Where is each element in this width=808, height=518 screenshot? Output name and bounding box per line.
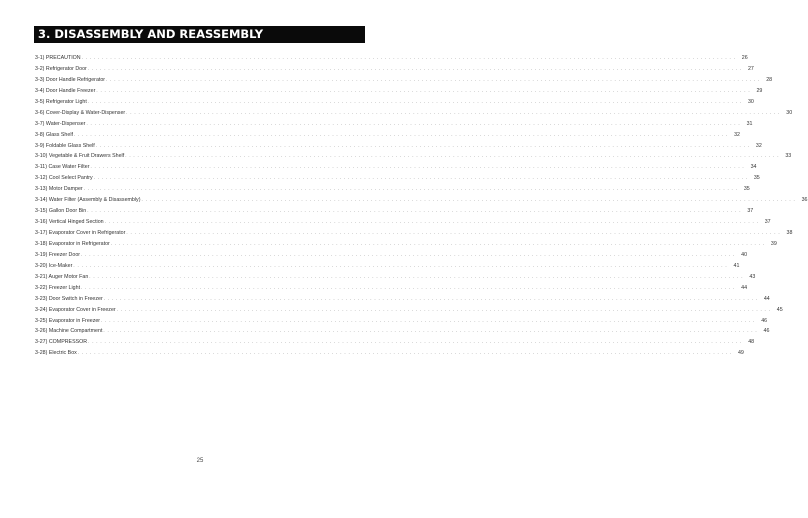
dot-leader: . . . . . . . . . . . . . . . . . . . . . . . . . . . . . . . . . . . . . . . . . . . . . . . . . . . . . . . . . . . . . . . . . . . . . . . . . . . . . . . . . . . . . . . . . . . . . . . . . . . . . . . . . . . . . . . . . . . . . . . . . . . . . . . . . . . . . . . . . . . . . . . . . . . . . . . . . . . . . . . .	[77, 350, 732, 356]
dot-leader: . . . . . . . . . . . . . . . . . . . . . . . . . . . . . . . . . . . . . . . . . . . . . . . . . . . . . . . . . . . . . . . . . . . . . . . . . . . . . . . . . . . . . . . . . . . . . . . . . . . . . . . . . . . . . . . . . . . . . . . . . . . . . . . . . . . . . . . . . . . . . . . . . . . . . . . . . . . . . . . .	[90, 164, 745, 170]
toc-entry	[35, 184, 750, 195]
toc-entry-page: 27	[747, 65, 754, 72]
toc-entry	[35, 217, 771, 228]
toc-entry-page: 31	[746, 120, 753, 127]
toc-entry-label: 3-12) Cool Select Pantry	[35, 175, 93, 182]
toc-entry-page: 30	[786, 109, 793, 116]
toc-entry-label: 3-3) Door Handle Refrigerator	[35, 76, 106, 83]
dot-leader: . . . . . . . . . . . . . . . . . . . . . . . . . . . . . . . . . . . . . . . . . . . . . . . . . . . . . . . . . . . . . . . . . . . . . . . . . . . . . . . . . . . . . . . . . . . . . . . . . . . . . . . . . . . . . . . . . . . . . . . . . . . . . . . . . . . . . . . . . . . . . . . . . . . . . . . . . . . . . . . .	[103, 328, 758, 334]
toc-entry	[35, 294, 770, 305]
toc-entry	[35, 305, 783, 316]
toc-entry-page: 33	[785, 153, 792, 160]
toc-entry-page: 39	[770, 240, 777, 247]
dot-leader: . . . . . . . . . . . . . . . . . . . . . . . . . . . . . . . . . . . . . . . . . . . . . . . . . . . . . . . . . . . . . . . . . . . . . . . . . . . . . . . . . . . . . . . . . . . . . . . . . . . . . . . . . . . . . . . . . . . . . . . . . . . . . . . . . . . . . . . . . . . . . . . . . . . . . . . . . . . . . . . .	[126, 109, 781, 115]
toc-entry	[35, 162, 757, 173]
toc-entry	[35, 173, 760, 184]
toc-entry-label: 3-18) Evaporator in Refrigerator	[35, 240, 110, 247]
toc-entry-page: 49	[737, 350, 744, 357]
dot-leader: . . . . . . . . . . . . . . . . . . . . . . . . . . . . . . . . . . . . . . . . . . . . . . . . . . . . . . . . . . . . . . . . . . . . . . . . . . . . . . . . . . . . . . . . . . . . . . . . . . . . . . . . . . . . . . . . . . . . . . . . . . . . . . . . . . . . . . . . . . . . . . . . . . . . . . . . . . . . . . . .	[73, 131, 729, 137]
toc-entry-label: 3-5) Refrigerator Light	[35, 98, 87, 105]
dot-leader: . . . . . . . . . . . . . . . . . . . . . . . . . . . . . . . . . . . . . . . . . . . . . . . . . . . . . . . . . . . . . . . . . . . . . . . . . . . . . . . . . . . . . . . . . . . . . . . . . . . . . . . . . . . . . . . . . . . . . . . . . . . . . . . . . . . . . . . . . . . . . . . . . . . . . . . . . . . . . . . .	[86, 120, 741, 126]
dot-leader: . . . . . . . . . . . . . . . . . . . . . . . . . . . . . . . . . . . . . . . . . . . . . . . . . . . . . . . . . . . . . . . . . . . . . . . . . . . . . . . . . . . . . . . . . . . . . . . . . . . . . . . . . . . . . . . . . . . . . . . . . . . . . . . . . . . . . . . . . . . . . . . . . . . . . . . . . . . . . . . .	[126, 230, 781, 235]
dot-leader: . . . . . . . . . . . . . . . . . . . . . . . . . . . . . . . . . . . . . . . . . . . . . . . . . . . . . . . . . . . . . . . . . . . . . . . . . . . . . . . . . . . . . . . . . . . . . . . . . . . . . . . . . . . . . . . . . . . . . . . . . . . . . . . . . . . . . . . . . . . . . . . . . . . . . . . . . . . . . . . .	[106, 76, 761, 82]
toc-entry	[35, 97, 754, 108]
toc-entry-page: 30	[747, 98, 754, 105]
toc-entry-label: 3-23) Door Switch in Freezer	[35, 295, 103, 302]
toc-entry-page: 35	[753, 175, 760, 182]
dot-leader: . . . . . . . . . . . . . . . . . . . . . . . . . . . . . . . . . . . . . . . . . . . . . . . . . . . . . . . . . . . . . . . . . . . . . . . . . . . . . . . . . . . . . . . . . . . . . . . . . . . . . . . . . . . . . . . . . . . . . . . . . . . . . . . . . . . . . . . . . . . . . . . . . . . . . . . . . . . . . . . .	[81, 284, 736, 290]
toc-entry-page: 43	[749, 273, 756, 280]
dot-leader: . . . . . . . . . . . . . . . . . . . . . . . . . . . . . . . . . . . . . . . . . . . . . . . . . . . . . . . . . . . . . . . . . . . . . . . . . . . . . . . . . . . . . . . . . . . . . . . . . . . . . . . . . . . . . . . . . . . . . . . . . . . . . . . . . . . . . . . . . . . . . . . . . . . . . . . . . . . . . . . .	[101, 317, 756, 323]
toc-entry	[35, 86, 763, 97]
toc-entry	[35, 53, 748, 64]
toc-entry-label: 3-7) Water-Dispenser	[35, 120, 86, 127]
toc-entry-page: 28	[766, 76, 773, 83]
toc-entry-label: 3-22) Freezer Light	[35, 284, 81, 291]
toc-entry-label: 3-14) Water Filter (Assembly & Disassembly)	[35, 197, 141, 204]
toc-entry	[35, 228, 793, 239]
toc-entry	[35, 141, 762, 152]
toc-entry-label: 3-9) Foldable Glass Shelf	[35, 142, 95, 149]
toc-entry-page: 36	[801, 197, 808, 204]
table-of-contents	[35, 53, 808, 359]
dot-leader: . . . . . . . . . . . . . . . . . . . . . . . . . . . . . . . . . . . . . . . . . . . . . . . . . . . . . . . . . . . . . . . . . . . . . . . . . . . . . . . . . . . . . . . . . . . . . . . . . . . . . . . . . . . . . . . . . . . . . . . . . . . . . . . . . . . . . . . . . . . . . . . . . . . . . . . . . . . . . . . .	[73, 262, 728, 268]
dot-leader: . . . . . . . . . . . . . . . . . . . . . . . . . . . . . . . . . . . . . . . . . . . . . . . . . . . . . . . . . . . . . . . . . . . . . . . . . . . . . . . . . . . . . . . . . . . . . . . . . . . . . . . . . . . . . . . . . . . . . . . . . . . . . . . . . . . . . . . . . . . . . . . . . . . . . . . . . . . . . . . .	[110, 240, 765, 246]
toc-entry	[35, 337, 755, 348]
toc-entry	[35, 75, 773, 86]
toc-entry	[35, 206, 754, 217]
toc-entry-page: 32	[755, 142, 762, 149]
toc-entry-label: 3-28) Electric Box	[35, 350, 77, 357]
toc-entry-label: 3-20) Ice-Maker	[35, 262, 73, 269]
dot-leader: . . . . . . . . . . . . . . . . . . . . . . . . . . . . . . . . . . . . . . . . . . . . . . . . . . . . . . . . . . . . . . . . . . . . . . . . . . . . . . . . . . . . . . . . . . . . . . . . . . . . . . . . . . . . . . . . . . . . . . . . . . . . . . . . . . . . . . . . . . . . . . . . . . . . . . . . . . . . . . . .	[116, 306, 771, 312]
toc-entry-label: 3-13) Motor Damper	[35, 186, 83, 193]
toc-entry	[35, 261, 740, 272]
dot-leader: . . . . . . . . . . . . . . . . . . . . . . . . . . . . . . . . . . . . . . . . . . . . . . . . . . . . . . . . . . . . . . . . . . . . . . . . . . . . . . . . . . . . . . . . . . . . . . . . . . . . . . . . . . . . . . . . . . . . . . . . . . . . . . . . . . . . . . . . . . . . . . . . . . . . . . . . . . . . . . . .	[125, 153, 780, 159]
toc-entry-page: 46	[761, 317, 768, 324]
toc-entry-page: 41	[733, 262, 740, 269]
dot-leader: . . . . . . . . . . . . . . . . . . . . . . . . . . . . . . . . . . . . . . . . . . . . . . . . . . . . . . . . . . . . . . . . . . . . . . . . . . . . . . . . . . . . . . . . . . . . . . . . . . . . . . . . . . . . . . . . . . . . . . . . . . . . . . . . . . . . . . . . . . . . . . . . . . . . . . . . . . . . . . . .	[81, 251, 736, 257]
dot-leader: . . . . . . . . . . . . . . . . . . . . . . . . . . . . . . . . . . . . . . . . . . . . . . . . . . . . . . . . . . . . . . . . . . . . . . . . . . . . . . . . . . . . . . . . . . . . . . . . . . . . . . . . . . . . . . . . . . . . . . . . . . . . . . . . . . . . . . . . . . . . . . . . . . . . . . . . . . . . . . . .	[87, 208, 742, 214]
toc-entry	[35, 108, 793, 119]
toc-entry-page: 46	[763, 328, 770, 335]
toc-entry	[35, 119, 753, 130]
toc-entry	[35, 64, 754, 75]
toc-entry-page: 32	[734, 131, 741, 138]
dot-leader: . . . . . . . . . . . . . . . . . . . . . . . . . . . . . . . . . . . . . . . . . . . . . . . . . . . . . . . . . . . . . . . . . . . . . . . . . . . . . . . . . . . . . . . . . . . . . . . . . . . . . . . . . . . . . . . . . . . . . . . . . . . . . . . . . . . . . . . . . . . . . . . . . . . . . . . . . . . . . . . .	[93, 175, 748, 181]
toc-entry-page: 40	[741, 251, 748, 258]
toc-entry-page: 48	[748, 339, 755, 346]
toc-entry-label: 3-4) Door Handle Freezer	[35, 87, 96, 94]
toc-entry-label: 3-1) PRECAUTION	[35, 55, 81, 61]
toc-entry-page: 35	[743, 186, 750, 193]
dot-leader: . . . . . . . . . . . . . . . . . . . . . . . . . . . . . . . . . . . . . . . . . . . . . . . . . . . . . . . . . . . . . . . . . . . . . . . . . . . . . . . . . . . . . . . . . . . . . . . . . . . . . . . . . . . . . . . . . . . . . . . . . . . . . . . . . . . . . . . . . . . . . . . . . . . . . . . . . . . . . . . .	[104, 219, 759, 225]
toc-entry-label: 3-11) Case Water Filter	[35, 164, 90, 171]
toc-entry-label: 3-10) Vegetable & Fruit Drawers Shelf	[35, 153, 125, 160]
toc-entry-label: 3-17) Evaporator Cover in Refrigerator	[35, 230, 126, 236]
dot-leader: . . . . . . . . . . . . . . . . . . . . . . . . . . . . . . . . . . . . . . . . . . . . . . . . . . . . . . . . . . . . . . . . . . . . . . . . . . . . . . . . . . . . . . . . . . . . . . . . . . . . . . . . . . . . . . . . . . . . . . . . . . . . . . . . . . . . . . . . . . . . . . . . . . . . . . . . . . . . . . . .	[141, 197, 796, 203]
page-number: 25	[196, 458, 204, 464]
toc-entry-label: 3-16) Vertical Hinged Section	[35, 219, 104, 226]
section-title: 3. DISASSEMBLY AND REASSEMBLY	[34, 26, 365, 43]
toc-entry	[35, 326, 770, 337]
toc-entry-label: 3-24) Evaporator Cover in Freezer	[35, 306, 116, 313]
dot-leader: . . . . . . . . . . . . . . . . . . . . . . . . . . . . . . . . . . . . . . . . . . . . . . . . . . . . . . . . . . . . . . . . . . . . . . . . . . . . . . . . . . . . . . . . . . . . . . . . . . . . . . . . . . . . . . . . . . . . . . . . . . . . . . . . . . . . . . . . . . . . . . . . . . . . . . . . . . . . . . . .	[83, 186, 738, 192]
toc-entry-label: 3-27) COMPRESSOR	[35, 339, 88, 346]
toc-entry-page: 34	[750, 164, 757, 171]
toc-entry-label: 3-15) Gallon Door Bin	[35, 208, 87, 215]
toc-entry	[35, 272, 756, 283]
toc-entry	[35, 239, 777, 250]
toc-entry-page: 44	[741, 284, 748, 291]
toc-entry-label: 3-26) Machine Compartment	[35, 328, 103, 335]
dot-leader: . . . . . . . . . . . . . . . . . . . . . . . . . . . . . . . . . . . . . . . . . . . . . . . . . . . . . . . . . . . . . . . . . . . . . . . . . . . . . . . . . . . . . . . . . . . . . . . . . . . . . . . . . . . . . . . . . . . . . . . . . . . . . . . . . . . . . . . . . . . . . . . . . . . . . . . . . . . . . . . .	[96, 87, 751, 93]
toc-entry-label: 3-8) Glass Shelf	[35, 131, 73, 138]
toc-entry-page: 29	[756, 87, 763, 94]
toc-entry-page: 44	[763, 295, 770, 302]
dot-leader: . . . . . . . . . . . . . . . . . . . . . . . . . . . . . . . . . . . . . . . . . . . . . . . . . . . . . . . . . . . . . . . . . . . . . . . . . . . . . . . . . . . . . . . . . . . . . . . . . . . . . . . . . . . . . . . . . . . . . . . . . . . . . . . . . . . . . . . . . . . . . . . . . . . . . . . . . . . . . . . .	[87, 98, 742, 104]
toc-entry	[35, 250, 748, 261]
dot-leader: . . . . . . . . . . . . . . . . . . . . . . . . . . . . . . . . . . . . . . . . . . . . . . . . . . . . . . . . . . . . . . . . . . . . . . . . . . . . . . . . . . . . . . . . . . . . . . . . . . . . . . . . . . . . . . . . . . . . . . . . . . . . . . . . . . . . . . . . . . . . . . . . . . . . . . . . . . . . . . . .	[89, 273, 744, 279]
toc-entry-page: 26	[741, 55, 748, 61]
toc-entry-label: 3-25) Evaporator in Freezer	[35, 317, 101, 324]
toc-entry-label: 3-2) Refrigerator Door	[35, 65, 87, 72]
toc-entry-label: 3-6) Cover-Display & Water-Dispenser	[35, 109, 126, 116]
toc-entry-page: 45	[776, 306, 783, 313]
toc-entry	[35, 316, 768, 327]
toc-entry-page: 38	[786, 230, 793, 236]
dot-leader: . . . . . . . . . . . . . . . . . . . . . . . . . . . . . . . . . . . . . . . . . . . . . . . . . . . . . . . . . . . . . . . . . . . . . . . . . . . . . . . . . . . . . . . . . . . . . . . . . . . . . . . . . . . . . . . . . . . . . . . . . . . . . . . . . . . . . . . . . . . . . . . . . . . . . . . . . . . . . . . .	[103, 295, 758, 301]
toc-entry-page: 37	[764, 219, 771, 226]
toc-entry	[35, 130, 741, 141]
dot-leader: . . . . . . . . . . . . . . . . . . . . . . . . . . . . . . . . . . . . . . . . . . . . . . . . . . . . . . . . . . . . . . . . . . . . . . . . . . . . . . . . . . . . . . . . . . . . . . . . . . . . . . . . . . . . . . . . . . . . . . . . . . . . . . . . . . . . . . . . . . . . . . . . . . . . . . . . . . . . . . . .	[95, 142, 750, 148]
toc-entry	[35, 151, 792, 162]
dot-leader: . . . . . . . . . . . . . . . . . . . . . . . . . . . . . . . . . . . . . . . . . . . . . . . . . . . . . . . . . . . . . . . . . . . . . . . . . . . . . . . . . . . . . . . . . . . . . . . . . . . . . . . . . . . . . . . . . . . . . . . . . . . . . . . . . . . . . . . . . . . . . . . . . . . . . . . . . . . . . . . .	[87, 65, 742, 71]
toc-entry-label: 3-19) Freezer Door	[35, 251, 81, 258]
toc-entry	[35, 348, 744, 359]
dot-leader: . . . . . . . . . . . . . . . . . . . . . . . . . . . . . . . . . . . . . . . . . . . . . . . . . . . . . . . . . . . . . . . . . . . . . . . . . . . . . . . . . . . . . . . . . . . . . . . . . . . . . . . . . . . . . . . . . . . . . . . . . . . . . . . . . . . . . . . . . . . . . . . . . . . . . . . . . . . . . . . .	[81, 55, 736, 60]
toc-entry-label: 3-21) Auger Motor Fan	[35, 273, 89, 280]
dot-leader: . . . . . . . . . . . . . . . . . . . . . . . . . . . . . . . . . . . . . . . . . . . . . . . . . . . . . . . . . . . . . . . . . . . . . . . . . . . . . . . . . . . . . . . . . . . . . . . . . . . . . . . . . . . . . . . . . . . . . . . . . . . . . . . . . . . . . . . . . . . . . . . . . . . . . . . . . . . . . . . .	[88, 339, 743, 345]
toc-entry-page: 37	[747, 208, 754, 215]
toc-entry	[35, 195, 808, 206]
toc-entry	[35, 283, 748, 294]
